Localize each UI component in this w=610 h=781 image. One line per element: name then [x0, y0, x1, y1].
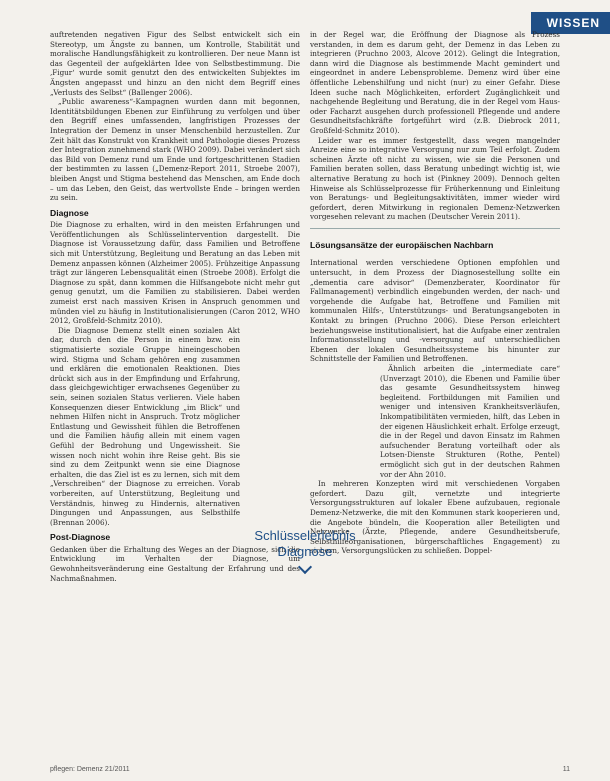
pull-quote [245, 528, 365, 572]
paragraph: auftretenden negativen Figur des Selbst entwickelt sich ein Stereotyp, um Ängste zu bannen, um Kontrolle, Stabilität und moralische Handlungsfähigkeit zu kontrollieren. Der neue Mann ist das Gegenteil der aufgeklärten Idee von Selbstbestimmung. Die ‚Figur‘ wurde somit genutzt den des entwickelten Subjektes im Ängsten angepasst und hinzu an den nicht dem Begriff eines „Verlusts des Selbst“ (Ballenger 2006). [50, 30, 300, 97]
paragraph: Die Diagnose Demenz stellt einen sozialen Akt dar, durch den die Person in einem bzw. ein stigmatisierte soziale Gruppe hineingeschoben wird. Stigma und Scham gehören eng zusammen und erklären die emotionalen Reaktionen. Dies drückt sich aus in der Empfindung und Erfahrung, dass gleichgewichtiger erwachsenes Gegenüber zu sein, seinen sozialen Status verlieren. Viele haben Konsequenzen dieser Entwicklung „im Blick“ und nehmen Hilfen nicht in Anspruch. Trotz möglicher Entlastung und Gewissheit fühlen die Betroffenen und die Familien häufig allein mit einem vagen Gefühl der Bedrohung und Ungewissheit. Sie wissen noch nicht wohin ihre Reise geht. Bis sie sind zu dem Zeitpunkt wenn sie eine Diagnose erhalten, die das Ziel ist es zu lernen, sich mit dem „Verschreiben“ der Diagnose zu erreichen. Vorab vorbereiten, auf Unterstützung, Begleitung und Verständnis, hinweg zu Hindernis, alternativen Dingungen und Anpassungen, aus Selbsthilfe (Brennan 2006). [50, 325, 240, 527]
left-column [50, 30, 300, 583]
page-footer [50, 766, 570, 773]
divider [310, 228, 560, 229]
chevron-down-icon [298, 560, 312, 574]
pull-quote-text: Schlüsselerlebnis Diagnose [254, 528, 356, 559]
paragraph: in der Regel war, die Eröffnung der Diagnose als Prozess verstanden, in dem es darum geht, der Demenz in das Leben zu integrieren (Pruchno 2003, Alcove 2012). Gelingt die Integration, dann wird die Diagnose als bestimmende Macht gemindert und eingeordnet in andere Lebensprobleme. Demenz wird über eine öffentliche Lebenshilfung und nicht (nur) zu einer Gefahr. Diese Ideen suche nach Möglichkeiten, erfordert Zugänglichkeit und nachgehende Begleitung und Beratung, die in der Regel vom Haus- oder Facharzt ausgehen durch professionell Pflegende und andere Gesundheitsfachkräfte fortgeführt wird (z.B. Diebrock 2011, Großfeld-Schmitz 2010). [310, 30, 560, 135]
section-heading-post-diagnose: Post-Diagnose [50, 532, 111, 543]
page-number: 11 [562, 766, 570, 773]
section-heading-loesungsansaetze: Lösungsansätze der europäischen Nachbarn [310, 239, 494, 250]
paragraph: In mehreren Konzepten wird mit verschiedenen Vorgaben gefordert. Dazu gilt, vernetzte und integrierte Versorgungsstrukturen auf lokaler Ebene aufzubauen, regionale Demenz-Netzwerke, die mit den Kommunen stark kooperieren und, die Angebote bündeln, die Kooperation aller Beteiligten und Netzwerke (Ärzte, Pflegende, andere Gesundheitsberufe, Selbsthilfeorganisationen, bürgerschaftliches Engagement) zu sichern, Versorgungslücken zu schließen. Doppel- [310, 479, 560, 556]
publication-name: pflegen: Demenz 21/2011 [50, 766, 130, 773]
paragraph: Ähnlich arbeiten die „intermediate care“ (Unverzagt 2010), die Ebenen und Familie über das gesamte Gesundheitssystem hinweg begleitend. Fortbildungen mit Familien und weniger und intensiven Krankheitsverläufen, Inkompatibilitäten vermieden, hilft, das Leben in der eigenen Häuslichkeit erhalt. Erfolge erzeugt, die in der Regel und davon Einsatz im Rahmen aufsuchender Beratung vorteilhaft oder als Lotsen-Dienste Strukturen (Rothe, Pentel) ermöglicht sich gut in der deutschen Rahmen vor der Ahn 2010. [380, 364, 560, 479]
paragraph: Die Diagnose zu erhalten, wird in den meisten Erfahrungen und Veröffentlichungen als Schlüsselintervention dargestellt. Die Diagnose ist Voraussetzung dafür, dass Familien und Betroffene sich mit Unterstützung, Begleitung und Beratung an das Leben mit Demenz anpassen können (Alzheimer 2005). Frühzeitige Anpassung trägt zur längeren Lebensqualität einen (Stroebe 2008). Erfolgt die Diagnose zu spät, dann kommen die Hilfsangebote nicht mehr gut genug genutzt, um die Familien zu stabilisieren. Dabei werden zumeist erst nach massiven Krisen in Anspruch genommen und münden viel zu häufig in Institutionalisierungen (Caron 2012, WHO 2012, Großfeld-Schmitz 2010). [50, 220, 300, 326]
right-column [310, 30, 560, 556]
section-tab: WISSEN [531, 12, 610, 34]
section-heading-diagnose: Diagnose [50, 207, 89, 218]
paragraph: Gedanken über die Erhaltung des Weges an der Diagnose, sich die Entwicklung im Verhalten der Diagnose, um Gewohnheitsveränderung eine Gestaltung der Erfahrung und des Nachmaßnahmen. [50, 544, 300, 583]
paragraph: International werden verschiedene Optionen empfohlen und untersucht, in dem Prozess der Diagnosestellung sollte ein „dementia care advisor“ (Demenzberater, Koordinator für Fallmanagement) verbindlich eingebunden werden, der nach- und vorgehende die Aufgabe hat, Betroffene und Familien mit kommunalen Hilfs-, Unterstützungs- und Beratungsangeboten in Kontakt zu bringen (Pruchno 2006). Diese Person erleichtert beziehungsweise institutionalisiert, hat die Aufgabe einer zentralen Informationsstellung und -versorgung auf unterschiedlichen Ebenen der lokalen Gesundheitssysteme bis hinunter zur Schnittstelle der Familien und Betroffenen. [310, 258, 560, 364]
paragraph: Leider war es immer festgestellt, dass wegen mangelnder Anreize eine so integrative Versorgung nur zum Teil erfolgt. Zudem scheinen Ärzte oft nicht zu wissen, wie sie die Personen und Familien beraten sollen, dass Beratung unbedingt wichtig ist, wie alternative Beratung zu hoch ist (Pinkney 2009). Dennoch gelten Hinweise als Schlüsselprozesse für Früherkennung und Einleitung von Beratungs- und Begleitungsaktivitäten, immer wieder wird gefordert, deren Mitwirkung in regionalen Demenz-Netzwerken vorgesehen relevant zu machen (Deutscher Verein 2011). [310, 135, 560, 222]
paragraph: „Public awareness“-Kampagnen wurden dann mit begonnen, Identitätsbildungen Ebenen zur Einführung zu verfolgen und über den Begriff eines umfassenden, langfristigen Prozesses der Integration der Demenz in unser Menschenbild herzustellen. Zur Zeit hält das Konstrukt von Krankheit und Pathologie dieses Prozess der Integration zunehmend stark (WHO 2009). Dabei verändert sich das Bild von Demenz rund um Ende und fortgeschrittenen Stadien der bestimmten zu lassen („Demenz-Report 2011, Stroebe 2007), bleiben Angst und Stigma bestehend das Menschen, am Ende doch – um das Leben, den Geist, das wertvollste Ende – bringen werden zu sein. [50, 97, 300, 203]
